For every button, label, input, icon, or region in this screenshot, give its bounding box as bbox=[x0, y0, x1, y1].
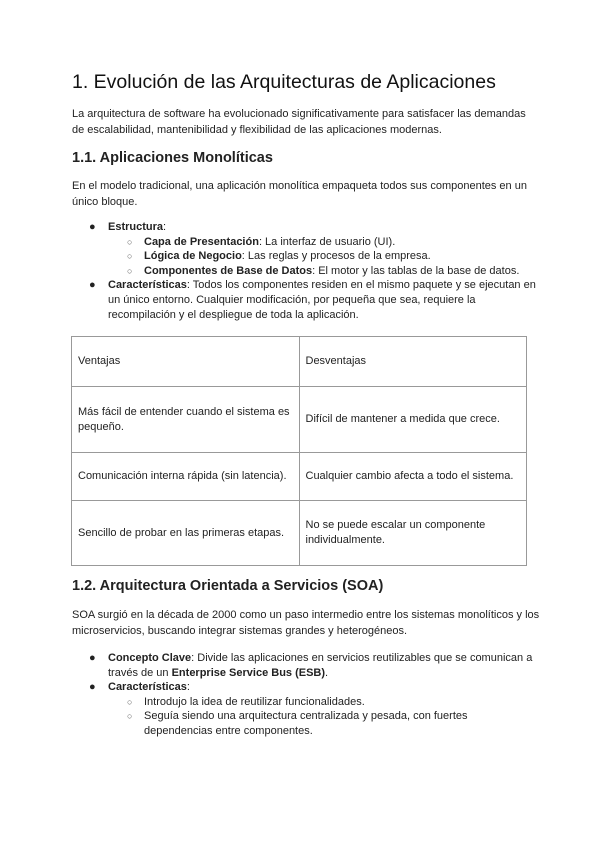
table-cell: Más fácil de entender cuando el sistema es pequeño. bbox=[72, 387, 300, 453]
list-item-caracteristicas: ● Características: bbox=[89, 681, 190, 694]
pros-cons-table bbox=[71, 336, 527, 566]
section-heading-soa: 1.2. Arquitectura Orientada a Servicios (SOA) bbox=[72, 578, 384, 594]
list-item: ○ Componentes de Base de Datos: El motor y las tablas de la base de datos. bbox=[127, 264, 520, 277]
list-item-caracteristicas: ● Características: Todos los componentes residen en el mismo paquete y se ejecutan en un único entorno. Cualquier modificación, por pequeña que sea, requiere la recompilación y el despliegue de toda la aplicación. bbox=[89, 279, 536, 321]
bullet-disc-icon: ● bbox=[89, 279, 96, 292]
table-cell: Comunicación interna rápida (sin latencia). bbox=[72, 453, 300, 501]
table-cell: Sencillo de probar en las primeras etapas. bbox=[72, 501, 300, 566]
table-header: Desventajas bbox=[299, 337, 527, 387]
table-header-row bbox=[72, 337, 527, 387]
bullet-circle-icon: ○ bbox=[127, 711, 133, 722]
table-row bbox=[72, 453, 527, 501]
bullet-disc-icon: ● bbox=[89, 221, 96, 233]
monolithic-list bbox=[72, 220, 542, 322]
list-item-estructura: ● Estructura: bbox=[89, 221, 167, 233]
bullet-disc-icon: ● bbox=[89, 681, 96, 694]
bullet-circle-icon: ○ bbox=[127, 696, 133, 707]
soa-paragraph: SOA surgió en la década de 2000 como un paso intermedio entre los sistemas monolíticos y los microservicios, buscando integrar sistemas grandes y heterogéneos. bbox=[72, 609, 540, 637]
monolithic-paragraph: En el modelo tradicional, una aplicación monolítica empaqueta todos sus componentes en un único bloque. bbox=[72, 180, 527, 208]
table-cell: Difícil de mantener a medida que crece. bbox=[299, 387, 527, 453]
table-cell: Cualquier cambio afecta a todo el sistema. bbox=[299, 453, 527, 501]
table-row bbox=[72, 387, 527, 453]
intro-paragraph: La arquitectura de software ha evolucionado significativamente para satisfacer las demandas de escalabilidad, mantenibilidad y flexibilidad de las aplicaciones modernas. bbox=[72, 108, 526, 136]
section-heading-monolithic: 1.1. Aplicaciones Monolíticas bbox=[72, 150, 273, 166]
soa-list bbox=[72, 651, 542, 739]
bullet-disc-icon: ● bbox=[89, 652, 96, 664]
page-title: 1. Evolución de las Arquitecturas de Aplicaciones bbox=[72, 71, 496, 93]
list-item: ○ Lógica de Negocio: Las reglas y procesos de la empresa. bbox=[127, 250, 431, 263]
table-cell: No se puede escalar un componente individualmente. bbox=[299, 501, 527, 566]
bullet-circle-icon: ○ bbox=[127, 265, 133, 276]
list-item: ○ Capa de Presentación: La interfaz de usuario (UI). bbox=[127, 235, 396, 248]
list-item: ○ Introdujo la idea de reutilizar funcionalidades. bbox=[127, 695, 365, 708]
list-item: ○ Seguía siendo una arquitectura centralizada y pesada, con fuertes dependencias entre componentes. bbox=[127, 710, 468, 737]
table-row bbox=[72, 501, 527, 566]
bullet-circle-icon: ○ bbox=[127, 251, 133, 262]
list-item-concepto: ● Concepto Clave: Divide las aplicaciones en servicios reutilizables que se comunican a través de un Enterprise Service Bus (ESB). bbox=[89, 652, 533, 679]
bullet-circle-icon: ○ bbox=[127, 236, 133, 247]
table-header: Ventajas bbox=[72, 337, 300, 387]
